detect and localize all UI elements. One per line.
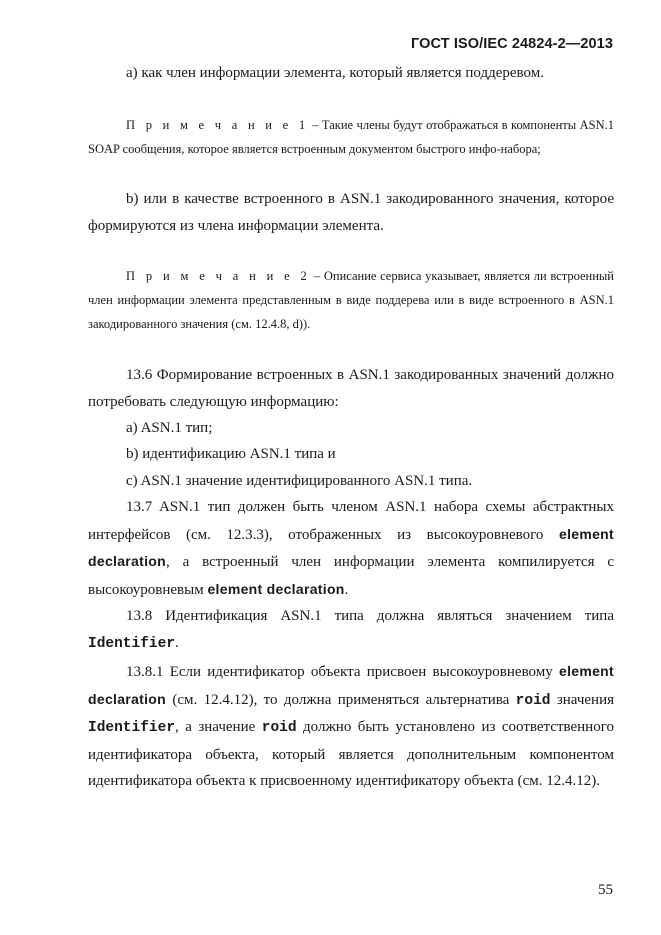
- section-13-8-text-2: .: [175, 634, 179, 651]
- section-13-8: [88, 603, 614, 657]
- section-13-8-text-1: 13.8 Идентификация ASN.1 типа должна являться значением типа: [126, 608, 614, 624]
- section-13-6-item-b: b) идентификацию ASN.1 типа и: [126, 446, 336, 462]
- section-13-8-1-text-1: 13.8.1 Если идентификатор объекта присвоен высокоуровневому: [126, 664, 559, 680]
- note-2-label: П р и м е ч а н и е 2: [126, 269, 311, 283]
- section-13-8-1-text-5: должно быть установлено из соответственного идентификатора объекта, который является дополнительным компонентом идентификатора объекта к присвоенному идентификатору объекта (см. 12.4.12).: [88, 719, 614, 789]
- section-13-6: 13.6 Формирование встроенных в ASN.1 закодированных значений должно потребовать следующую информацию:: [88, 367, 614, 410]
- section-13-8-1-term-1: element declaration: [88, 663, 614, 707]
- note-1: [88, 113, 614, 161]
- note-2: [88, 264, 614, 336]
- section-13-8-1-code-1: roid: [515, 692, 551, 709]
- section-13-8-1-code-3: roid: [261, 720, 297, 736]
- section-13-7-term-2: element declaration: [207, 580, 345, 597]
- section-13-7-text-1: 13.7 ASN.1 тип должен быть членом ASN.1 набора схемы абстрактных интерфейсов (см. 12.3.3), отображенных из высокоуровневого: [88, 499, 614, 543]
- section-13-7-text-3: .: [344, 581, 349, 598]
- section-13-8-1-text-4: , а значение: [175, 719, 262, 735]
- list-item-b: b) или в качестве встроенного в ASN.1 закодированного значения, которое формируются из члена информации элемента.: [88, 191, 614, 234]
- section-13-8-1-code-2: Identifier: [88, 720, 176, 736]
- section-13-6-item-a: a) ASN.1 тип;: [126, 420, 213, 436]
- section-13-8-code-1: Identifier: [88, 635, 176, 652]
- page-number: 55: [598, 882, 613, 898]
- section-13-8-1-text-2: (см. 12.4.12), то должна применяться альтернатива: [166, 691, 516, 708]
- document-header: ГОСТ ISO/IEC 24824-2—2013: [411, 36, 613, 52]
- note-2-text: – Описание сервиса указывает, является ли встроенный член информации элемента представленным в виде поддерева или в виде встроенного в ASN.1 закодированного значения (см. 12.4.8, d)).: [88, 269, 614, 331]
- section-13-7: [88, 494, 614, 603]
- section-13-8-1-text-3: значения: [550, 691, 614, 708]
- note-1-label: П р и м е ч а н и е 1: [126, 118, 309, 132]
- note-1-text: – Такие члены будут отображаться в компоненты ASN.1 SOAP сообщения, которое является встроенным документом быстрого инфо-набора;: [88, 118, 614, 156]
- section-13-6-item-c: c) ASN.1 значение идентифицированного ASN.1 типа.: [126, 473, 473, 489]
- section-13-8-1: [88, 658, 614, 795]
- section-13-7-term-1: element declaration: [88, 525, 614, 569]
- section-13-7-text-2: , а встроенный член информации элемента компилируется с высокоуровневым: [88, 554, 614, 598]
- list-item-a: а) как член информации элемента, который является поддеревом.: [126, 65, 544, 81]
